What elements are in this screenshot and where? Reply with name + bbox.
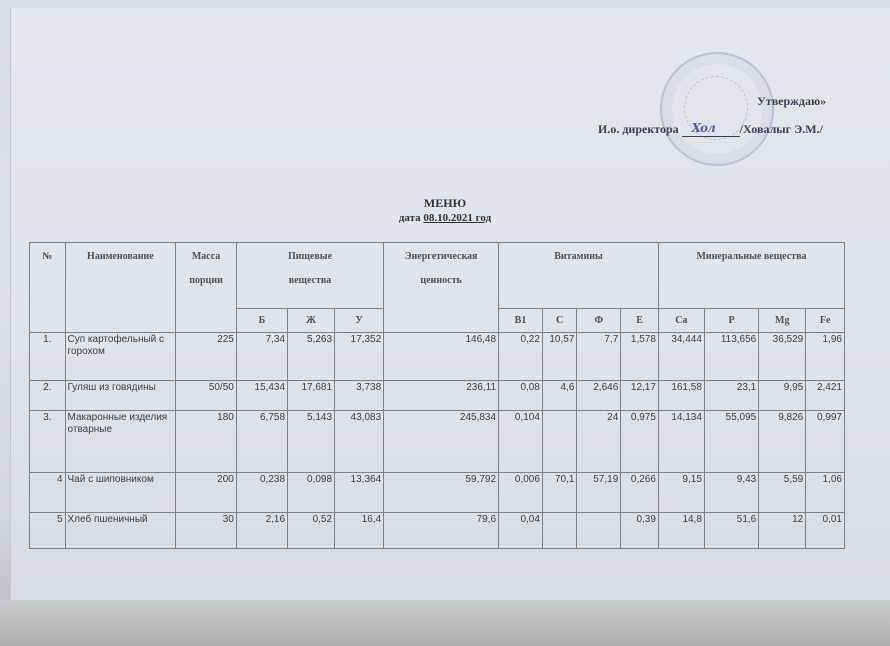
- row-fe: 1,96: [806, 333, 845, 381]
- row-energy: 59,792: [384, 473, 499, 513]
- row-no: 4: [30, 473, 66, 513]
- row-mg: 5,59: [759, 473, 806, 513]
- table-row: [30, 513, 845, 549]
- table-row: [30, 333, 845, 381]
- subcol-p: P: [704, 309, 758, 333]
- row-u: 13,364: [335, 473, 384, 513]
- row-mg: 9,95: [759, 381, 806, 411]
- approve-label: Утверждаю»: [757, 94, 827, 108]
- date-prefix: дата: [398, 212, 424, 224]
- subcol-zh: Ж: [288, 309, 335, 333]
- row-b: 7,34: [236, 333, 287, 381]
- row-name: Суп картофельный с горохом: [65, 333, 176, 381]
- row-mass: 30: [176, 513, 237, 549]
- menu-title: МЕНЮ: [423, 196, 467, 210]
- header-row-1: [30, 243, 845, 309]
- director-prefix: И.о. директора: [598, 122, 679, 136]
- row-f: 2,646: [577, 381, 621, 411]
- row-c: [542, 411, 576, 473]
- col-mass: Масса порции: [176, 243, 237, 333]
- table-row: [30, 473, 845, 513]
- row-ca: 9,15: [658, 473, 704, 513]
- row-zh: 0,52: [288, 513, 335, 549]
- row-name: Гуляш из говядины: [65, 381, 176, 411]
- col-nutrients: Пищевые вещества: [236, 243, 383, 309]
- row-u: 43,083: [335, 411, 384, 473]
- row-fe: 2,421: [806, 381, 845, 411]
- row-f: [577, 513, 621, 549]
- subcol-e: E: [621, 309, 659, 333]
- row-c: 4,6: [542, 381, 576, 411]
- row-mass: 200: [176, 473, 237, 513]
- row-mass: 180: [176, 411, 237, 473]
- row-energy: 245,834: [384, 411, 499, 473]
- row-zh: 5,143: [288, 411, 335, 473]
- col-no: №: [30, 243, 66, 333]
- row-mass: 225: [176, 333, 237, 381]
- row-zh: 0,098: [288, 473, 335, 513]
- col-name: Наименование: [65, 243, 176, 333]
- row-p: 51,6: [704, 513, 758, 549]
- row-u: 16,4: [335, 513, 384, 549]
- row-b: 0,238: [236, 473, 287, 513]
- row-c: [542, 513, 576, 549]
- row-no: 3.: [30, 411, 66, 473]
- table-row: [30, 381, 845, 411]
- subcol-c: C: [542, 309, 576, 333]
- row-ca: 14,134: [658, 411, 704, 473]
- row-e: 12,17: [621, 381, 659, 411]
- row-b: 6,758: [236, 411, 287, 473]
- row-mg: 36,529: [759, 333, 806, 381]
- row-mg: 9,826: [759, 411, 806, 473]
- table-row: [30, 411, 845, 473]
- row-energy: 236,11: [384, 381, 499, 411]
- subcol-ca: Ca: [658, 309, 704, 333]
- row-b: 2,16: [236, 513, 287, 549]
- row-name: Макаронные изделия отварные: [65, 411, 176, 473]
- col-minerals: Минеральные вещества: [658, 243, 844, 309]
- col-energy: Энергетическая ценность: [384, 243, 499, 333]
- signature: Хол: [691, 121, 715, 135]
- row-c: 10,57: [542, 333, 576, 381]
- row-c: 70,1: [542, 473, 576, 513]
- desk-surface: [0, 600, 890, 646]
- menu-date: [0, 212, 890, 224]
- row-p: 113,656: [704, 333, 758, 381]
- signature-line: [682, 121, 740, 137]
- row-b1: 0,006: [499, 473, 543, 513]
- director-line: [598, 122, 823, 137]
- row-energy: 79,6: [384, 513, 499, 549]
- row-ca: 161,58: [658, 381, 704, 411]
- subcol-b: Б: [236, 309, 287, 333]
- date-value: 08.10.2021 год: [423, 212, 492, 224]
- row-b1: 0,104: [499, 411, 543, 473]
- row-b1: 0,04: [499, 513, 543, 549]
- row-mass: 50/50: [176, 381, 237, 411]
- row-ca: 14,8: [658, 513, 704, 549]
- row-p: 23,1: [704, 381, 758, 411]
- director-name: /Ховалыг Э.М./: [739, 122, 823, 136]
- row-fe: 1,06: [806, 473, 845, 513]
- row-f: 7,7: [577, 333, 621, 381]
- subcol-mg: Mg: [759, 309, 806, 333]
- row-b: 15,434: [236, 381, 287, 411]
- row-mg: 12: [759, 513, 806, 549]
- row-p: 55,095: [704, 411, 758, 473]
- subcol-fe: Fe: [806, 309, 845, 333]
- row-no: 5: [30, 513, 66, 549]
- menu-table: [29, 242, 845, 549]
- row-fe: 0,01: [806, 513, 845, 549]
- row-name: Хлеб пшеничный: [65, 513, 176, 549]
- row-name: Чай с шиповником: [65, 473, 176, 513]
- row-u: 17,352: [335, 333, 384, 381]
- row-zh: 5,263: [288, 333, 335, 381]
- row-zh: 17,681: [288, 381, 335, 411]
- row-p: 9,43: [704, 473, 758, 513]
- subcol-b1: B1: [499, 309, 543, 333]
- row-energy: 146,48: [384, 333, 499, 381]
- row-e: 0,975: [621, 411, 659, 473]
- row-e: 0,266: [621, 473, 659, 513]
- col-vitamins: Витамины: [499, 243, 659, 309]
- row-f: 24: [577, 411, 621, 473]
- row-no: 2.: [30, 381, 66, 411]
- subcol-f: Ф: [577, 309, 621, 333]
- subcol-u: У: [335, 309, 384, 333]
- row-f: 57,19: [577, 473, 621, 513]
- row-e: 1,578: [621, 333, 659, 381]
- row-ca: 34,444: [658, 333, 704, 381]
- row-b1: 0,08: [499, 381, 543, 411]
- row-fe: 0,997: [806, 411, 845, 473]
- row-no: 1.: [30, 333, 66, 381]
- row-u: 3,738: [335, 381, 384, 411]
- row-e: 0,39: [621, 513, 659, 549]
- official-seal: [660, 52, 774, 166]
- row-b1: 0,22: [499, 333, 543, 381]
